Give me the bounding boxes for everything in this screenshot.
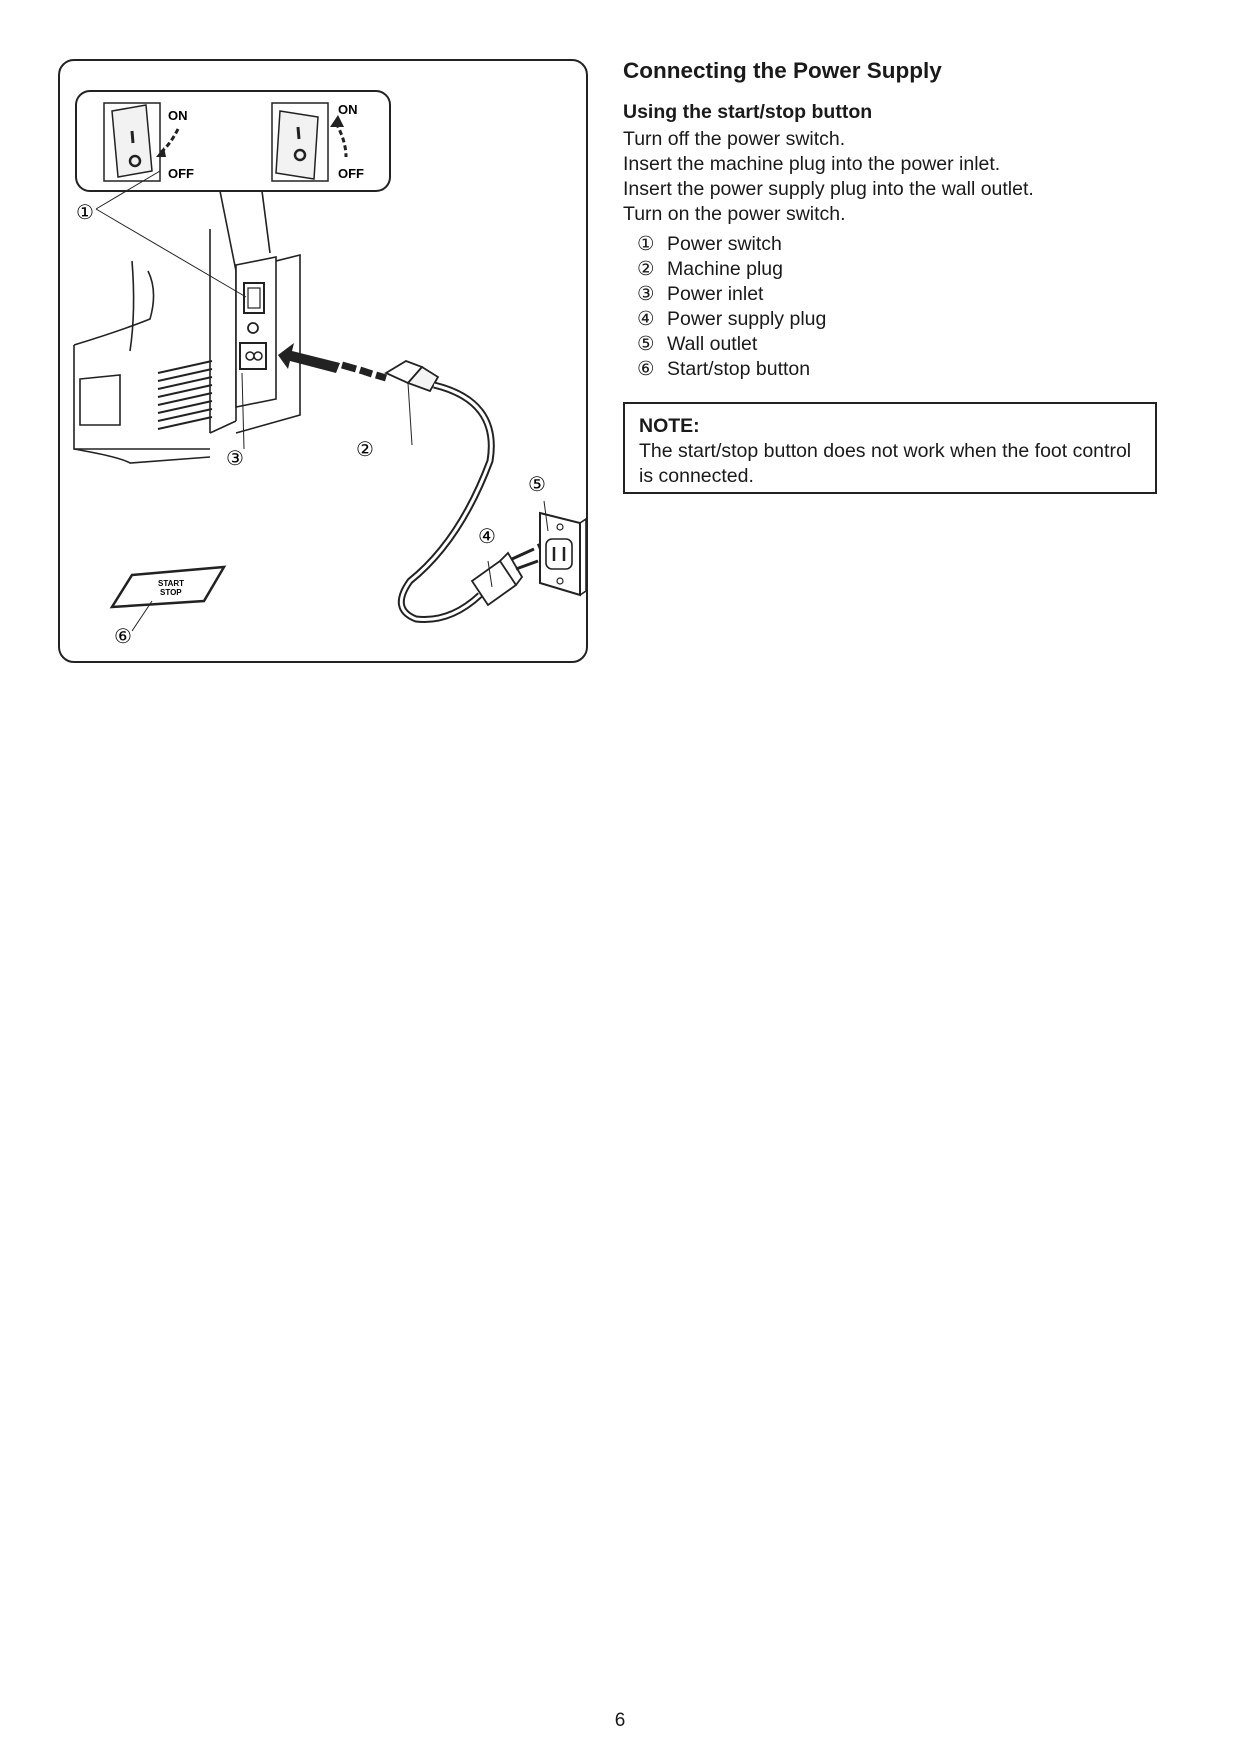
illustration-svg [60, 61, 588, 663]
stop-label: STOP [160, 588, 182, 597]
list-item [637, 307, 1163, 332]
callout-2: ② [356, 439, 374, 461]
step-2: Insert the machine plug into the power inlet. [623, 153, 1001, 175]
step-4: Turn on the power switch. [623, 203, 846, 225]
page-number: 6 [614, 1710, 626, 1731]
list-item [637, 357, 1163, 382]
callout-3: ③ [226, 448, 244, 470]
part-number: ④ [637, 308, 655, 330]
power-supply-illustration [58, 59, 588, 663]
switch-off-label-left: OFF [168, 166, 194, 181]
list-item [637, 232, 1163, 257]
leader-lines [96, 171, 548, 631]
start-label: START [158, 579, 185, 588]
callout-5: ⑤ [528, 474, 546, 496]
switch-off-label-right: OFF [338, 166, 364, 181]
part-label: Power switch [667, 233, 782, 255]
part-number: ② [637, 258, 655, 280]
note-box [623, 402, 1157, 494]
list-item [637, 332, 1163, 357]
callout-1: ① [76, 202, 94, 224]
part-label: Power inlet [667, 283, 764, 305]
list-item [637, 257, 1163, 282]
callout-4: ④ [478, 526, 496, 548]
switch-on-label-right: ON [338, 102, 358, 117]
part-label: Wall outlet [667, 333, 758, 355]
part-number: ⑤ [637, 333, 655, 355]
page-title: Connecting the Power Supply [623, 58, 942, 83]
callout-6: ⑥ [114, 626, 132, 648]
note-text: The start/stop button does not work when the foot control is connected. [639, 440, 1132, 487]
part-label: Start/stop button [667, 358, 811, 380]
vent-slats [158, 361, 212, 429]
switch-on-label-left: ON [168, 108, 188, 123]
list-item [637, 282, 1163, 307]
section-subtitle: Using the start/stop button [623, 101, 873, 123]
part-number: ⑥ [637, 358, 655, 380]
part-label: Power supply plug [667, 308, 827, 330]
side-panel [80, 375, 120, 425]
part-label: Machine plug [667, 258, 783, 280]
instructions-column [623, 56, 1163, 382]
parts-list [623, 232, 1163, 382]
step-1: Turn off the power switch. [623, 128, 846, 150]
insert-arrow-icon [278, 343, 340, 373]
part-number: ① [637, 233, 655, 255]
rocker-on-icon [276, 111, 318, 179]
note-title: NOTE: [639, 415, 700, 437]
step-3: Insert the power supply plug into the wall outlet. [623, 178, 1034, 200]
part-number: ③ [637, 283, 655, 305]
